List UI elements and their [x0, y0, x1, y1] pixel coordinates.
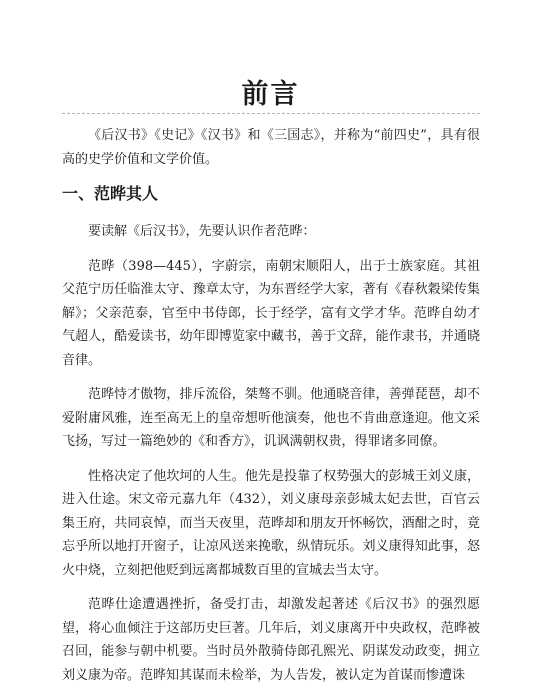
paragraph-1: 要读解《后汉书》，先要认识作者范晔： [88, 224, 316, 239]
section-heading-fan-ye: 一、范晔其人 [62, 184, 159, 203]
page-title: 前言 [241, 79, 300, 110]
paragraph-2: 范晔（398—445），字蔚宗，南朝宋顺阳人，出于士族家庭。其祖父范宁历任临淮太守、豫章太守，为东晋经学大家，著有《春秋穀梁传集解》；父亲范泰，官至中书侍郎，长于经学，富有文学才华。范晔自幼才气超人，酷爱读书，幼年即博览家中藏书，善于文辞，能作隶书，并通晓音律。 [62, 258, 480, 368]
paragraph-5: 范晔仕途遭遇挫折，备受打击，却激发起著述《后汉书》的强烈愿望，将心血倾注于这部历史巨著。几年后，刘义康离开中央政权，范晔被召回，能参与朝中机要。当时员外散骑侍郎孔熙光、阴谋发动政变，拥立刘义康为帝。范晔知其谋而未检举，为人告发，被认定为首谋而惨遭诛 [62, 597, 480, 683]
document-body [62, 124, 480, 698]
paragraph-intro: 《后汉书》《史记》《汉书》和《三国志》，并称为“前四史”，具有很高的史学价值和文学价值。 [62, 128, 480, 167]
paragraph-3: 范晔恃才傲物，排斥流俗，桀骜不驯。他通晓音律，善弹琵琶，却不爱附庸风雅，连至高无上的皇帝想听他演奏，他也不肯曲意逢迎。他文采飞扬，写过一篇绝妙的《和香方》，讥讽满朝权贵，得罪诸多同僚。 [62, 387, 480, 449]
paragraph-4: 性格决定了他坎坷的人生。他先是投靠了权势强大的彭城王刘义康，进入仕途。宋文帝元嘉九年（432），刘义康母亲彭城太妃去世，百官云集王府，共同哀悼，而当天夜里，范晔却和朋友开怀畅饮，酒酣之时，竟忘乎所以地打开窗子，让凉风送来挽歌，纵情玩乐。刘义康得知此事，怒火中烧，立刻把他贬到远离都城数百里的宣城去当太守。 [62, 468, 480, 578]
title-divider [62, 113, 480, 114]
